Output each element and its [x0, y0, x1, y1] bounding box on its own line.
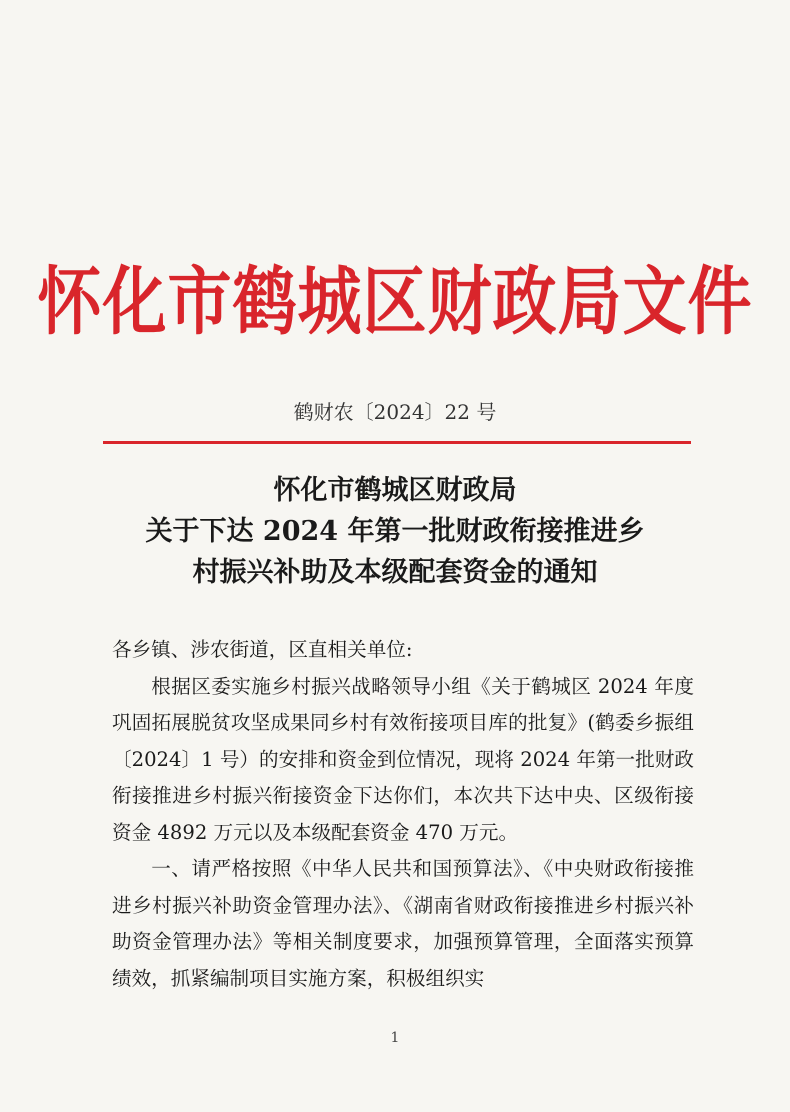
document-number: 鹤财农〔2024〕22 号 [293, 400, 497, 424]
red-divider-line [103, 441, 691, 444]
body-paragraph-2: 一、请严格按照《中华人民共和国预算法》、《中央财政衔接推进乡村振兴补助资金管理办法》、《湖南省财政衔接推进乡村振兴补助资金管理办法》等相关制度要求，加强预算管理，全面落实预算绩效，抓紧编制项目实施方案，积极组织实 [112, 857, 694, 990]
title-line-3: 村振兴补助及本级配套资金的通知 [192, 557, 598, 588]
title-line-1: 怀化市鹤城区财政局 [273, 475, 517, 506]
title-line-2: 关于下达 2024 年第一批财政衔接推进乡 [145, 516, 645, 547]
body-paragraph-1: 根据区委实施乡村振兴战略领导小组《关于鹤城区 2024 年度巩固拓展脱贫攻坚成果同乡村有效衔接项目库的批复》(鹤委乡振组〔2024〕1 号）的安排和资金到位情况，现将 2024 年第一批财政衔接推进乡村振兴衔接资金下达你们，本次共下达中央、区级衔接资金 4892 万元以及本级配套资金 470 万元。 [112, 674, 694, 844]
org-header-title: 怀化市鹤城区财政局文件 [37, 260, 753, 346]
salutation: 各乡镇、涉农街道，区直相关单位: [112, 638, 413, 661]
notice-body [112, 632, 694, 997]
notice-title [0, 470, 790, 593]
page-number: 1 [390, 1030, 400, 1046]
